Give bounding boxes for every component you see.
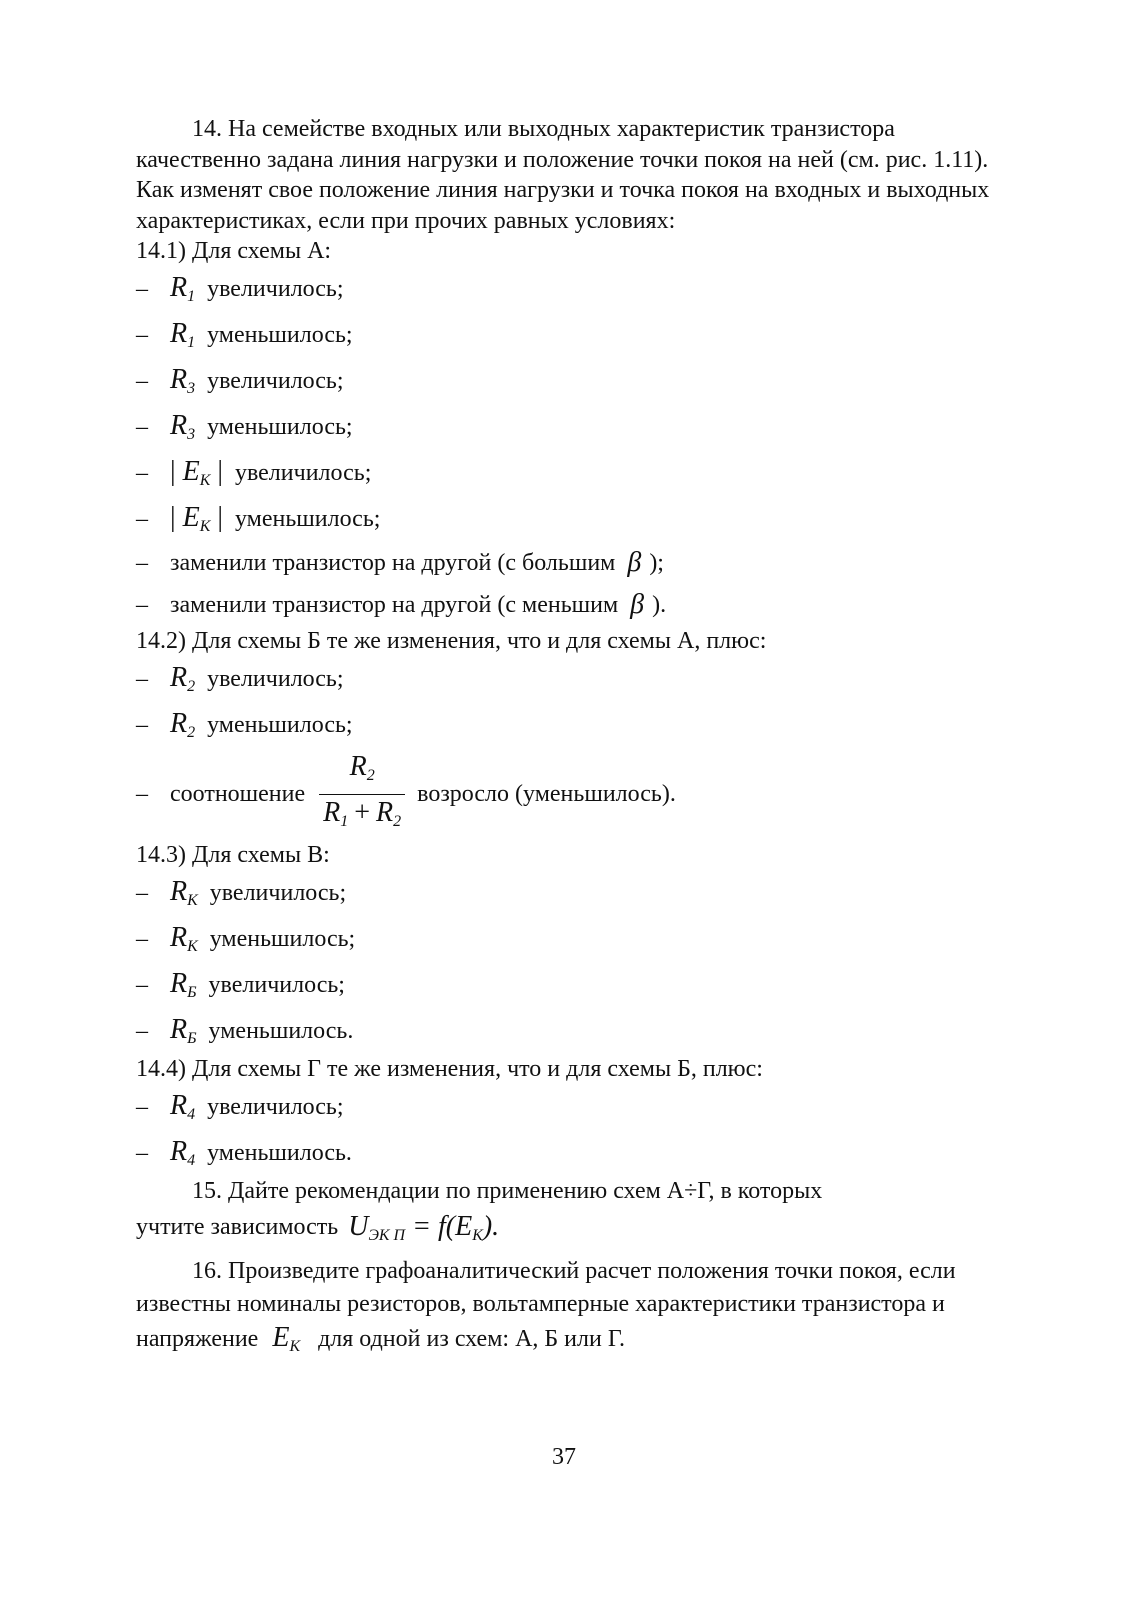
dash: –: [136, 1017, 148, 1044]
item-text: заменили транзистор на другой (с большим: [170, 549, 616, 576]
list-item: [136, 702, 996, 748]
ratio-text-end: возросло (уменьшилось).: [417, 780, 676, 807]
variable: $E_К$: [272, 1321, 301, 1355]
item-text: увеличилось;: [207, 1093, 344, 1120]
item-text: увеличилось;: [207, 665, 344, 692]
item-text: учтите зависимость: [136, 1214, 339, 1240]
dash: –: [136, 780, 148, 807]
ratio-item: [136, 748, 996, 840]
beta-symbol: β: [630, 589, 645, 620]
fraction-denominator: $R_1 + R_2$: [323, 796, 402, 830]
dash: –: [136, 321, 148, 348]
list-item: [136, 404, 996, 450]
list-item: [136, 962, 996, 1008]
variable: $R_Б$: [170, 968, 197, 1001]
item-text: увеличилось;: [207, 275, 344, 302]
list-item: [136, 1130, 996, 1176]
list-item: [136, 584, 996, 626]
item-text: уменьшилось.: [207, 1139, 352, 1166]
item-text: увеличилось;: [209, 879, 347, 906]
item-text: уменьшилось;: [207, 413, 353, 440]
item-text: заменили транзистор на другой (с меньшим: [170, 591, 619, 618]
list-item: [136, 1084, 996, 1130]
formula: $U_{ЭК П} = f(E_К)$.: [348, 1210, 500, 1244]
dash: –: [136, 879, 148, 906]
dash: –: [136, 275, 148, 302]
list-item: [136, 916, 996, 962]
variable: $R_2$: [170, 662, 196, 695]
page-number: 37: [552, 1444, 576, 1470]
scheme-a-heading: 14.1) Для схемы А:: [136, 238, 332, 264]
dash: –: [136, 925, 148, 952]
dash: –: [136, 413, 148, 440]
list-item: [136, 358, 996, 404]
page-content: [136, 114, 996, 1363]
list-item: [136, 266, 996, 312]
item-text: увеличилось;: [208, 971, 345, 998]
item-text: уменьшилось;: [207, 711, 353, 738]
dash: –: [136, 1139, 148, 1166]
dash: –: [136, 665, 148, 692]
dash: –: [136, 367, 148, 394]
item-text-end: ).: [652, 591, 667, 618]
list-item: [136, 496, 996, 542]
variable: $R_К$: [170, 922, 198, 955]
fraction-numerator: $R_2$: [349, 750, 375, 784]
dash: –: [136, 971, 148, 998]
list-item: [136, 656, 996, 702]
abs-variable: | $E_К$ |: [170, 502, 223, 535]
item-text: увеличилось;: [234, 459, 372, 486]
list-item: [136, 450, 996, 496]
dash: –: [136, 459, 148, 486]
variable: $R_4$: [170, 1136, 196, 1169]
fraction: [319, 749, 405, 840]
scheme-g-heading: 14.4) Для схемы Г те же изменения, что и для схемы Б, плюс:: [136, 1056, 763, 1082]
dash: –: [136, 1093, 148, 1120]
question-16: 16. Произведите графоаналитический расчет положения точки покоя, если известны номиналы резисторов, вольтамперные характеристики транзистора и напряжение $E_К$ для одной из схем: А, Б или Г.: [136, 1257, 956, 1355]
dash: –: [136, 549, 148, 576]
abs-variable: | $E_К$ |: [170, 456, 223, 489]
dash: –: [136, 711, 148, 738]
variable: $R_4$: [170, 1090, 196, 1123]
variable: $R_1$: [170, 318, 196, 351]
scheme-v-heading: 14.3) Для схемы В:: [136, 842, 330, 868]
question-15-line2: [136, 1207, 996, 1249]
variable: $R_3$: [170, 410, 196, 443]
item-text: увеличилось;: [207, 367, 344, 394]
list-item: [136, 870, 996, 916]
question-14-intro: 14. На семействе входных или выходных характеристик транзистора качественно задана линия нагрузки и положение точки покоя на ней (см. рис. 1.11). Как изменят свое положение линия нагрузки и точка покоя на входных и выходных характеристиках, если при прочих равных условиях:: [136, 116, 990, 234]
variable: $R_1$: [170, 272, 196, 305]
ratio-text: соотношение: [170, 780, 306, 807]
question-15-line1: 15. Дайте рекомендации по применению схем А÷Г, в которых: [192, 1178, 823, 1204]
scheme-b-heading: 14.2) Для схемы Б те же изменения, что и для схемы А, плюс:: [136, 628, 767, 654]
list-item: [136, 542, 996, 584]
list-item: [136, 312, 996, 358]
item-text: уменьшилось;: [234, 505, 381, 532]
variable: $R_2$: [170, 708, 196, 741]
variable: $R_3$: [170, 364, 196, 397]
item-text: уменьшилось;: [209, 925, 356, 952]
beta-symbol: β: [627, 547, 642, 578]
item-text-end: );: [649, 549, 664, 576]
variable: $R_Б$: [170, 1014, 197, 1047]
variable: $R_К$: [170, 876, 198, 909]
dash: –: [136, 505, 148, 532]
item-text: уменьшилось;: [207, 321, 353, 348]
list-item: [136, 1008, 996, 1054]
dash: –: [136, 591, 148, 618]
item-text: уменьшилось.: [208, 1017, 354, 1044]
